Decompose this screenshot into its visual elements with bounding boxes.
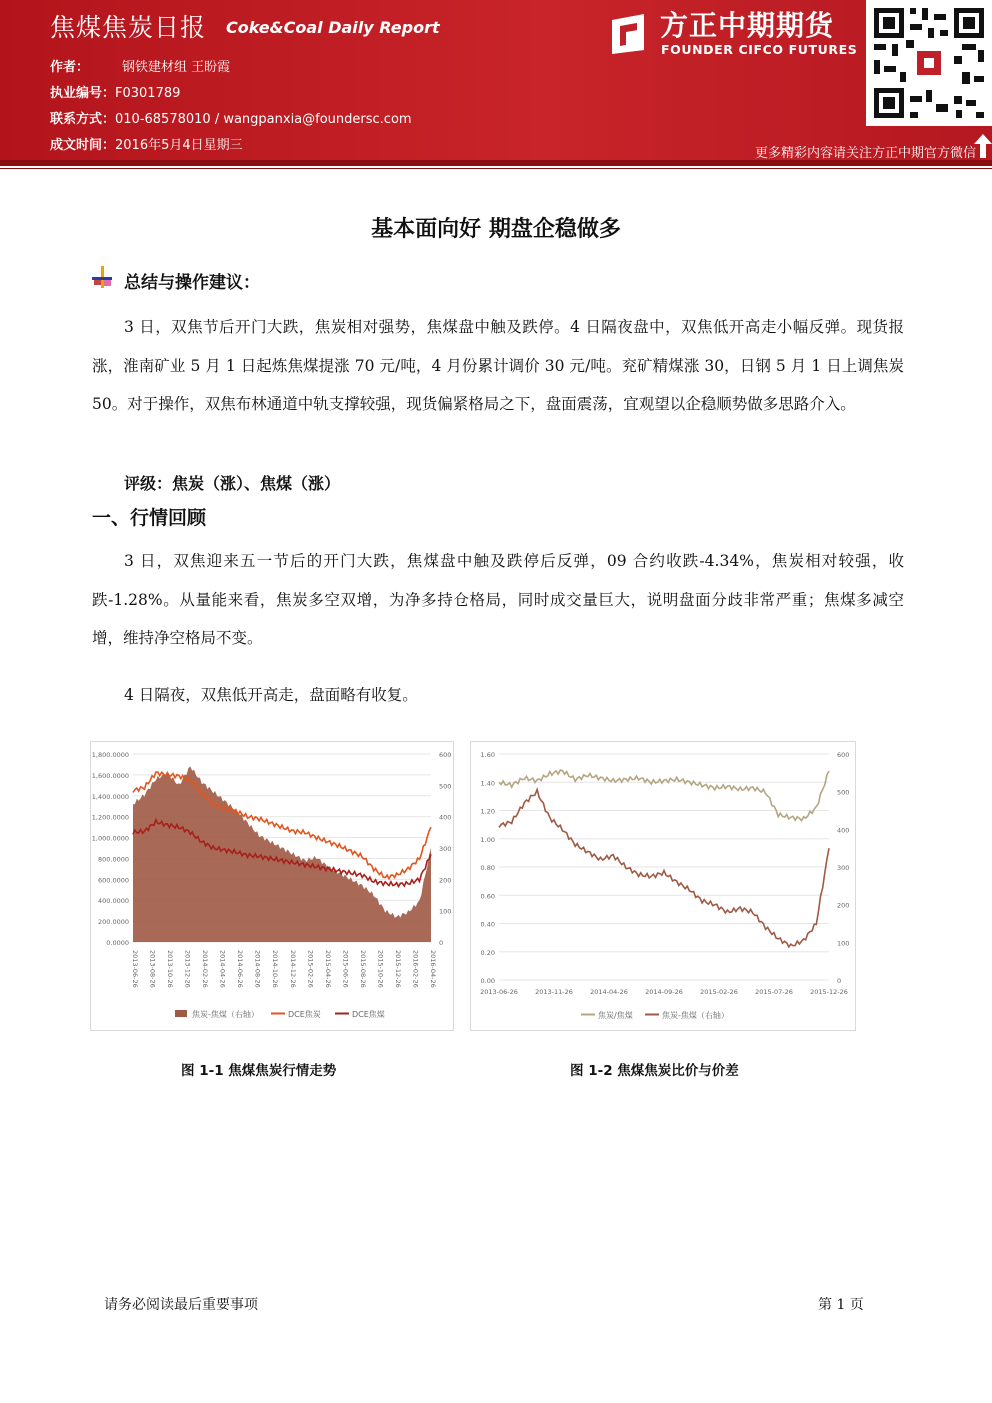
logo-mark-icon bbox=[604, 10, 652, 58]
summary-paragraph: 3 日，双焦节后开门大跌，焦炭相对强势，焦煤盘中触及跌停。4 日隔夜盘中，双焦低开高走小幅反弹。现货报涨，淮南矿业 5 月 1 日起炼焦煤提涨 70 元/吨，4 月份累计调价 30 元/吨。兖矿精煤涨 30，日钢 5 月 1 日上调焦炭 50。对于操作，双焦布林通道中轨支撑较强，现货偏紧格局之下，盘面震荡，宜观望以企稳顺势做多思路介入。 bbox=[92, 318, 904, 413]
x-tick-label: 2015-06-26 bbox=[341, 950, 350, 988]
y-left-tick-label: 1.00 bbox=[480, 835, 495, 844]
y-right-tick-label: 400 bbox=[439, 813, 452, 822]
chart-ratio-spread bbox=[471, 742, 855, 1030]
x-tick-label: 2015-04-26 bbox=[323, 950, 332, 988]
legend-label: DCE焦炭 bbox=[288, 1010, 321, 1019]
meta-date-value: 2016年5月4日星期三 bbox=[115, 138, 243, 153]
follow-wechat-text[interactable]: 更多精彩内容请关注方正中期官方微信 bbox=[754, 146, 976, 161]
x-tick-label: 2013-11-26 bbox=[535, 988, 573, 996]
y-right-tick-label: 300 bbox=[439, 845, 452, 853]
chart-1-caption: 图 1-1 焦煤焦炭行情走势 bbox=[181, 1063, 337, 1079]
y-right-tick-label: 200 bbox=[837, 901, 850, 910]
x-tick-label: 2014-10-26 bbox=[271, 950, 280, 988]
y-right-tick-label: 100 bbox=[439, 907, 452, 916]
legend-label: 焦炭-焦煤（右轴） bbox=[662, 1011, 729, 1020]
y-right-tick-label: 400 bbox=[837, 826, 850, 835]
x-tick-label: 2014-09-26 bbox=[645, 988, 683, 996]
arrow-up-icon bbox=[974, 134, 992, 158]
x-tick-label: 2013-06-26 bbox=[480, 988, 518, 996]
meta-author-value: 钢铁建材组 王盼霞 bbox=[122, 60, 231, 75]
logo-text-cn: 方正中期期货 bbox=[660, 9, 835, 42]
meta-contact-value[interactable]: 010-68578010 / wangpanxia@foundersc.com bbox=[115, 112, 412, 127]
y-left-tick-label: 600.0000 bbox=[97, 876, 129, 885]
y-left-tick-label: 200.0000 bbox=[97, 918, 129, 927]
report-title-en: Coke&Coal Daily Report bbox=[226, 18, 440, 37]
x-tick-label: 2015-02-26 bbox=[700, 988, 738, 996]
y-left-tick-label: 0.20 bbox=[480, 948, 495, 957]
x-tick-label: 2014-04-26 bbox=[218, 950, 227, 988]
header-divider-thin bbox=[0, 168, 992, 169]
x-tick-label: 2016-04-26 bbox=[429, 950, 437, 988]
x-tick-label: 2015-10-26 bbox=[376, 950, 385, 988]
rating-line: 评级：焦炭（涨）、焦煤（涨） bbox=[124, 474, 341, 493]
y-left-tick-label: 1.40 bbox=[480, 779, 495, 788]
meta-license bbox=[50, 82, 180, 101]
chart-price-trend bbox=[91, 742, 453, 1030]
y-right-tick-label: 200 bbox=[439, 876, 452, 885]
legend-label: 焦炭-焦煤（右轴） bbox=[192, 1010, 259, 1019]
y-left-tick-label: 1,000.0000 bbox=[91, 834, 129, 843]
qr-code-icon[interactable] bbox=[866, 0, 992, 126]
company-logo bbox=[600, 4, 860, 64]
footer-page-number: 第 1 页 bbox=[818, 1297, 864, 1313]
x-tick-label: 2014-02-26 bbox=[201, 950, 210, 988]
x-tick-label: 2013-06-26 bbox=[131, 950, 139, 988]
y-left-tick-label: 1.60 bbox=[480, 751, 495, 759]
x-tick-label: 2014-08-26 bbox=[253, 950, 262, 988]
x-tick-label: 2015-07-26 bbox=[755, 988, 793, 996]
review-heading: 一、行情回顾 bbox=[92, 507, 207, 529]
x-tick-label: 2016-02-26 bbox=[411, 950, 420, 988]
x-tick-label: 2013-12-26 bbox=[183, 950, 192, 988]
y-right-tick-label: 500 bbox=[439, 782, 452, 791]
y-right-tick-label: 600 bbox=[837, 751, 850, 759]
legend-swatch bbox=[175, 1010, 187, 1017]
x-tick-label: 2015-12-26 bbox=[393, 950, 402, 988]
summary-heading: 总结与操作建议： bbox=[124, 273, 260, 293]
y-right-tick-label: 0 bbox=[837, 977, 842, 985]
legend-label: DCE焦煤 bbox=[352, 1010, 385, 1019]
y-right-tick-label: 300 bbox=[837, 864, 850, 872]
y-left-tick-label: 0.60 bbox=[480, 892, 495, 901]
x-tick-label: 2015-08-26 bbox=[358, 950, 367, 988]
chart-2-caption: 图 1-2 焦煤焦炭比价与价差 bbox=[570, 1063, 739, 1079]
y-right-tick-label: 100 bbox=[837, 939, 850, 948]
y-left-tick-label: 0.40 bbox=[480, 920, 495, 929]
x-tick-label: 2014-06-26 bbox=[236, 950, 245, 988]
y-right-tick-label: 600 bbox=[439, 751, 452, 759]
meta-author bbox=[50, 56, 230, 75]
meta-author-label: 作者： bbox=[50, 60, 90, 75]
page-title: 基本面向好 期盘企稳做多 bbox=[371, 217, 621, 242]
x-tick-label: 2015-12-26 bbox=[810, 988, 848, 996]
logo-text-en: FOUNDER CIFCO FUTURES bbox=[661, 42, 858, 57]
y-left-tick-label: 1,600.0000 bbox=[91, 771, 129, 780]
x-tick-label: 2013-10-26 bbox=[166, 950, 175, 988]
meta-contact-label: 联系方式： bbox=[50, 112, 116, 127]
cross-bullet-icon bbox=[92, 266, 112, 288]
report-title-cn: 焦煤焦炭日报 bbox=[50, 13, 207, 42]
chart-2-frame bbox=[470, 741, 856, 1031]
x-tick-label: 2014-12-26 bbox=[288, 950, 297, 988]
chart-1-frame bbox=[90, 741, 454, 1031]
y-left-tick-label: 0.0000 bbox=[106, 939, 129, 947]
footer-disclaimer: 请务必阅读最后重要事项 bbox=[104, 1297, 258, 1313]
series-area bbox=[133, 766, 431, 942]
meta-contact bbox=[50, 108, 412, 127]
y-left-tick-label: 1,400.0000 bbox=[91, 792, 129, 801]
y-right-tick-label: 500 bbox=[837, 788, 850, 797]
y-left-tick-label: 0.00 bbox=[480, 977, 495, 985]
meta-date bbox=[50, 134, 243, 153]
x-tick-label: 2013-08-26 bbox=[148, 950, 157, 988]
x-tick-label: 2015-02-26 bbox=[306, 950, 315, 988]
review-paragraph-2: 4 日隔夜，双焦低开高走，盘面略有收复。 bbox=[124, 686, 418, 704]
y-right-tick-label: 0 bbox=[439, 939, 444, 947]
meta-date-label: 成文时间： bbox=[50, 138, 116, 153]
y-left-tick-label: 1,800.0000 bbox=[91, 751, 129, 759]
legend-label: 焦炭/焦煤 bbox=[598, 1011, 633, 1020]
x-tick-label: 2014-04-26 bbox=[590, 988, 628, 996]
review-paragraph-1: 3 日，双焦迎来五一节后的开门大跌，焦煤盘中触及跌停后反弹，09 合约收跌-4.34%，焦炭相对较强，收跌-1.28%。从量能来看，焦炭多空双增，为净多持仓格局，同时成交量巨大，说明盘面分歧非常严重；焦煤多减空增，维持净空格局不变。 bbox=[92, 552, 904, 647]
y-left-tick-label: 0.80 bbox=[480, 864, 495, 872]
y-left-tick-label: 800.0000 bbox=[97, 855, 129, 864]
y-left-tick-label: 1.20 bbox=[480, 807, 495, 816]
y-left-tick-label: 1,200.0000 bbox=[91, 813, 129, 822]
meta-license-label: 执业编号： bbox=[50, 86, 116, 101]
y-left-tick-label: 400.0000 bbox=[97, 897, 129, 906]
meta-license-value: F0301789 bbox=[115, 86, 181, 101]
